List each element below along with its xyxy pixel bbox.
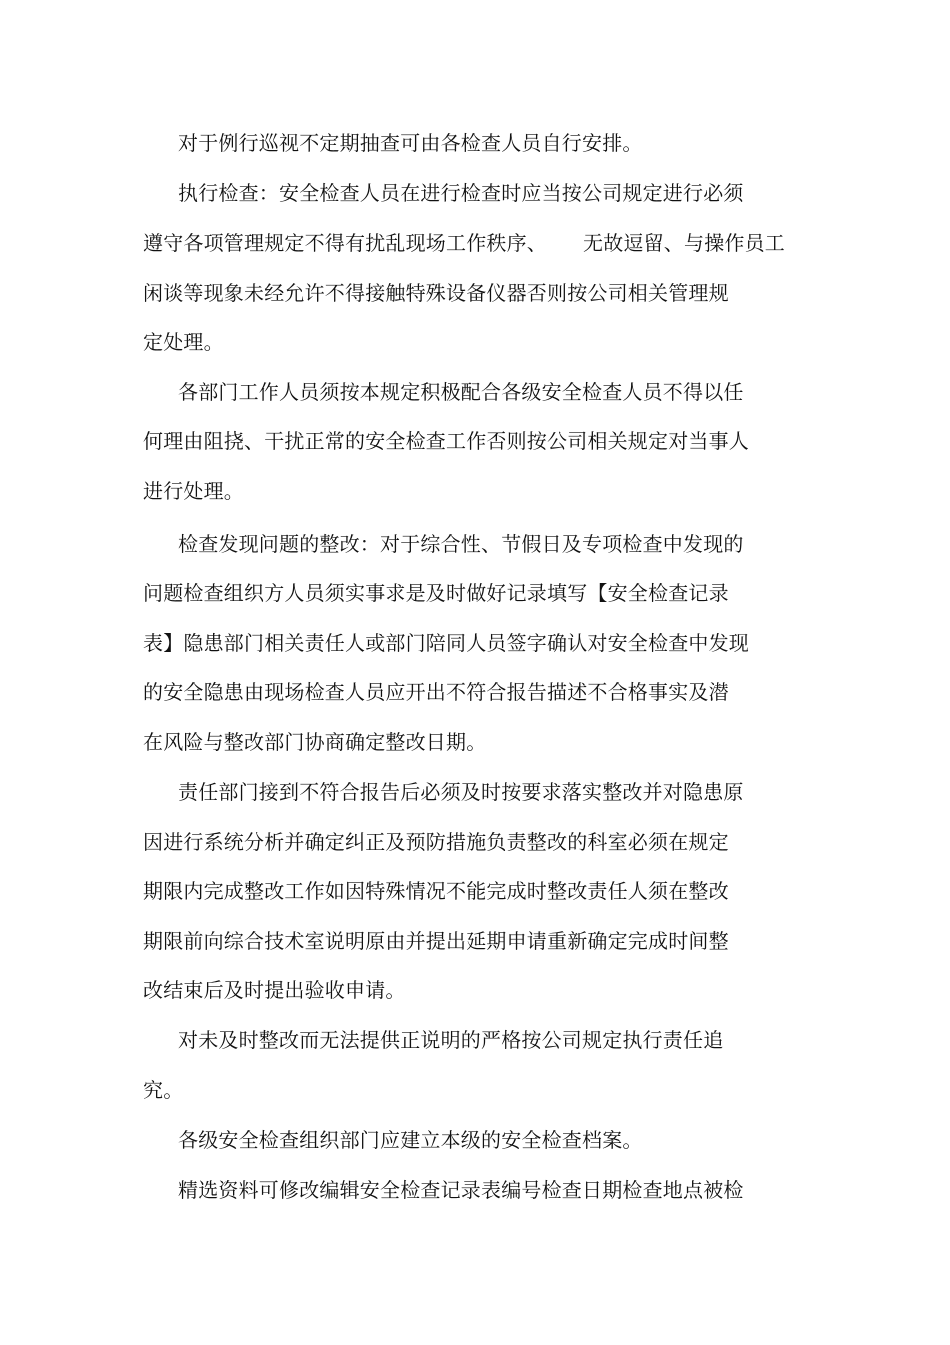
paragraph-5-line-4: 期限前向综合技术室说明原由并提出延期申请重新确定完成时间整 (143, 929, 729, 953)
paragraph-5-line-1: 责任部门接到不符合报告后必须及时按要求落实整改并对隐患原 (178, 780, 744, 804)
paragraph-2-line-2-part-2: 无故逗留、与操作员工 (583, 231, 785, 255)
paragraph-6-line-2: 究。 (143, 1078, 184, 1102)
paragraph-7-line-1: 各级安全检查组织部门应建立本级的安全检查档案。 (178, 1128, 643, 1152)
paragraph-5-line-2: 因进行系统分析并确定纠正及预防措施负责整改的科室必须在规定 (143, 830, 729, 854)
paragraph-4-line-4: 的安全隐患由现场检查人员应开出不符合报告描述不合格事实及潜 (143, 680, 729, 704)
paragraph-2-line-1: 执行检查：安全检查人员在进行检查时应当按公司规定进行必须 (178, 181, 744, 205)
paragraph-3-line-1: 各部门工作人员须按本规定积极配合各级安全检查人员不得以任 (178, 380, 744, 404)
paragraph-8-line-1: 精选资料可修改编辑安全检查记录表编号检查日期检查地点被检 (178, 1178, 744, 1202)
paragraph-4-line-5: 在风险与整改部门协商确定整改日期。 (143, 730, 487, 754)
paragraph-5-line-3: 期限内完成整改工作如因特殊情况不能完成时整改责任人须在整改 (143, 879, 729, 903)
paragraph-2-line-3: 闲谈等现象未经允许不得接触特殊设备仪器否则按公司相关管理规 (143, 281, 729, 305)
paragraph-2-line-2 (143, 231, 785, 255)
paragraph-4-line-3: 表】隐患部门相关责任人或部门陪同人员签字确认对安全检查中发现 (143, 631, 749, 655)
paragraph-4-line-1: 检查发现问题的整改：对于综合性、节假日及专项检查中发现的 (178, 532, 744, 556)
paragraph-6-line-1: 对未及时整改而无法提供正说明的严格按公司规定执行责任追 (178, 1028, 724, 1052)
paragraph-1-line-1: 对于例行巡视不定期抽查可由各检查人员自行安排。 (178, 131, 643, 155)
paragraph-5-line-5: 改结束后及时提出验收申请。 (143, 978, 406, 1002)
paragraph-2-line-2-part-1: 遵守各项管理规定不得有扰乱现场工作秩序、 (143, 231, 547, 255)
paragraph-4-line-2: 问题检查组织方人员须实事求是及时做好记录填写【安全检查记录 (143, 581, 729, 605)
paragraph-3-line-3: 进行处理。 (143, 479, 244, 503)
paragraph-3-line-2: 何理由阻挠、干扰正常的安全检查工作否则按公司相关规定对当事人 (143, 429, 749, 453)
paragraph-2-line-4: 定处理。 (143, 330, 224, 354)
